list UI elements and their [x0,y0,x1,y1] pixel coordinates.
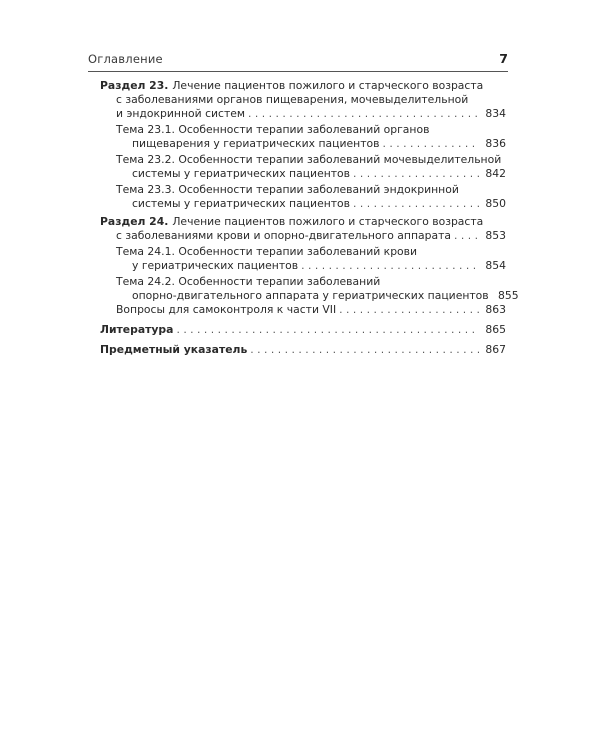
dot-leader [339,303,479,317]
toc-topic-24-2[interactable] [100,275,519,303]
topic-title-line: у гериатрических пациентов [132,259,299,272]
table-of-contents [100,79,519,357]
page-number: 853 [485,229,506,242]
dot-leader [454,229,479,243]
running-head-page-number: 7 [499,51,508,66]
toc-literature[interactable] [100,323,506,337]
topic-title-line: Тема 24.1. Особенности терапии заболеваний крови [116,245,418,258]
toc-topic-23-1[interactable] [100,123,506,151]
running-head-title: Оглавление [88,52,163,66]
toc-questions[interactable] [100,303,506,317]
section-title-line: с заболеваниями органов пищеварения, мочевыделительной [116,93,469,106]
topic-title-line: Тема 23.3. Особенности терапии заболеваний эндокринной [116,183,459,196]
topic-title-line: пищеварения у гериатрических пациентов [132,137,380,150]
dot-leader [176,323,479,337]
page-number: 863 [485,303,506,316]
section-title-line: Лечение пациентов пожилого и старческого возраста [172,79,484,92]
dot-leader [382,137,479,151]
page-number: 836 [485,137,506,150]
page-number: 854 [485,259,506,272]
toc-topic-24-1[interactable] [100,245,506,273]
topic-title-line: Тема 23.2. Особенности терапии заболеваний мочевыделительной [116,153,502,166]
dot-leader [353,167,479,181]
topic-title-line: Тема 23.1. Особенности терапии заболеваний органов [116,123,430,136]
page-number: 842 [485,167,506,180]
header-rule [88,71,508,72]
dot-leader [248,107,479,121]
page-number: 865 [485,323,506,336]
page-number: 855 [498,289,519,302]
topic-title-line: системы у гериатрических пациентов [132,167,351,180]
page-number: 834 [485,107,506,120]
section-title-line: с заболеваниями крови и опорно-двигательного аппарата [116,229,452,242]
section-label: Раздел 24. [100,215,169,228]
topic-title-line: Тема 24.2. Особенности терапии заболеваний [116,275,381,288]
page-header [88,52,508,70]
page-number: 850 [485,197,506,210]
topic-title-line: системы у гериатрических пациентов [132,197,351,210]
toc-section-24[interactable] [100,215,506,243]
dot-leader [250,343,479,357]
entry-title: Предметный указатель [100,343,248,356]
toc-topic-23-2[interactable] [100,153,506,181]
section-title-line: и эндокринной систем [116,107,246,120]
toc-section-23[interactable] [100,79,506,121]
toc-subject-index[interactable] [100,343,506,357]
entry-title: Литература [100,323,174,336]
dot-leader [353,197,479,211]
dot-leader [301,259,479,273]
section-label: Раздел 23. [100,79,169,92]
section-title-line: Лечение пациентов пожилого и старческого возраста [172,215,484,228]
entry-title: Вопросы для самоконтроля к части VII [116,303,337,316]
toc-topic-23-3[interactable] [100,183,506,211]
page-number: 867 [485,343,506,356]
topic-title-line: опорно-двигательного аппарата у гериатрических пациентов [132,289,489,302]
